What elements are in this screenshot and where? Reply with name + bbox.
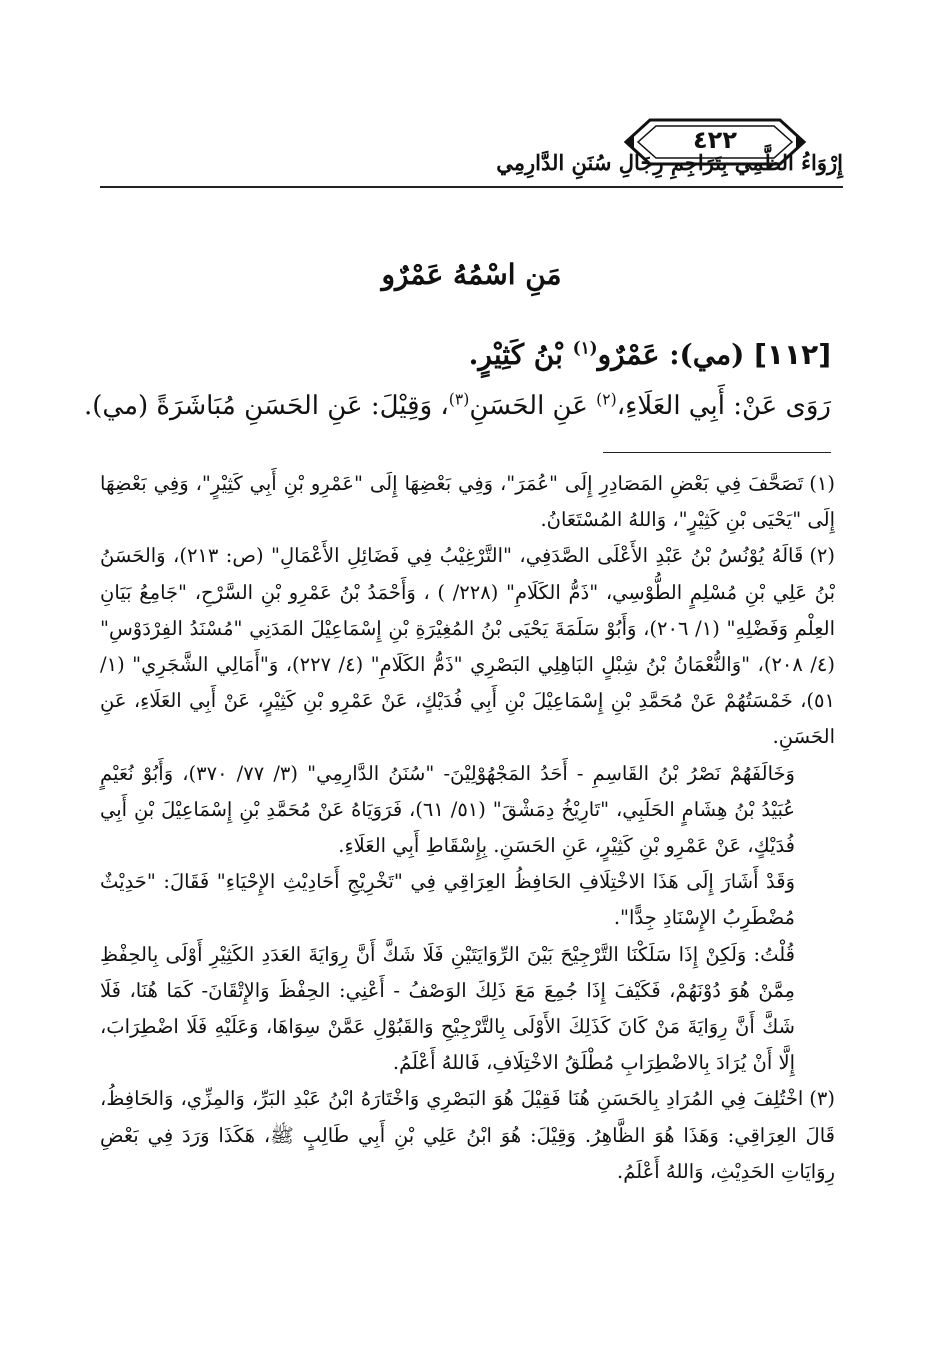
- footnote-3: [100, 1081, 835, 1190]
- entry-heading: [100, 330, 831, 380]
- entry-narration: [83, 380, 831, 432]
- footnotes: [100, 466, 835, 1190]
- footnote-2: [100, 538, 835, 755]
- entry-number: [١١٢]: [754, 338, 831, 371]
- narration-part2: عَنِ الحَسَنِ: [469, 391, 588, 421]
- page-number: ٤٢٢: [693, 126, 737, 154]
- footnote-2-para-3: وَقَدْ أَشَارَ إِلَى هَذَا الاخْتِلَافِ الحَافِظُ العِرَاقِي فِي "تَخْرِيْجِ أَحَادِيْثِ الإِحْيَاءِ" فَقَالَ: "حَدِيْثٌ مُضْطَرِبُ الإِسْنَادِ جِدًّا".: [100, 870, 795, 930]
- entry-name-part1: عَمْرٌو: [597, 338, 660, 371]
- header-divider: [100, 186, 843, 188]
- footnote-3-text: اخْتُلِفَ فِي المُرَادِ بِالحَسَنِ هُنَا فَقِيْلَ هُوَ البَصْرِي وَاخْتَارَهُ ابْنُ عَبْدِ البَرِّ، وَالمِزِّي، وَالحَافِظُ، قَالَ العِرَاقِي: وَهَذَا هُوَ الظَّاهِرُ. وَقِيْلَ: هُوَ ابْنُ عَلِي بْنِ أَبِي طَالِبٍ ﷺ، هَكَذَا وَرَدَ فِي بَعْضِ رِوَايَاتِ الحَدِيْثِ، وَاللهُ أَعْلَمُ.: [100, 1087, 835, 1183]
- entry-name-part2: بْنُ كَثِيْرٍ.: [468, 338, 563, 371]
- footnote-ref-1[interactable]: (١): [572, 337, 598, 358]
- footnote-1-number: (١): [809, 472, 835, 495]
- footnote-1-text: تَصَحَّفَ فِي بَعْضِ المَصَادِرِ إِلَى "عُمَرَ"، وَفِي بَعْضِهَا إِلَى "عَمْرِو بْنِ أَبِي كَثِيْرٍ"، وَفِي بَعْضِهَا إِلَى "يَحْيَى بْنِ كَثِيْرٍ"، وَاللهُ المُسْتَعَانُ.: [100, 472, 835, 532]
- footnote-2-para-4: قُلْتُ: وَلَكِنْ إِذَا سَلَكْنَا التَّرْجِيْحَ بَيْنَ الرِّوَايَتَيْنِ فَلَا شَكَّ أَنَّ رِوَايَةَ العَدَدِ الكَثِيْرِ أَوْلَى بِالحِفْظِ مِمَّنْ هُوَ دُوْنَهُمْ، فَكَيْفَ إِذَا جُمِعَ مَعَ ذَلِكَ الوَصْفُ - أَعْنِي: الحِفْظَ وَالإِتْقَانَ- كَمَا هُنَا، فَلَا شَكَّ أَنَّ رِوَايَةَ مَنْ كَانَ كَذَلِكَ الأَوْلَى بِالتَّرْجِيْحِ وَالقَبُوْلِ عَمَّنْ سِوَاهَا، وَعَلَيْهِ فَلَا اضْطِرَابَ، إِلَّا أَنْ يُرَادَ بِالاضْطِرَابِ مُطْلَقُ الاخْتِلَافِ، فَاللهُ أَعْلَمُ.: [100, 942, 795, 1075]
- footnote-separator: [603, 452, 831, 453]
- footnote-2-para-1: قَالَهُ يُوْنُسُ بْنُ عَبْدِ الأَعْلَى الصَّدَفِي، "التَّرْغِيْبُ فِي فَضَائِلِ الأَعْمَالِ" (ص: ٢١٣)، وَالحَسَنُ بْنُ عَلِي بْنِ مُسْلِمٍ الطُّوْسِي، "ذَمُّ الكَلَامِ" (٢٢٨/ ) ، وَأَحْمَدُ بْنُ عَمْرِو بْنِ السَّرْحِ، "جَامِعُ بَيَانِ العِلْمِ وَفَضْلِهِ" (١/ ٢٠٦)، وَأَبُوْ سَلَمَةَ يَحْيَى بْنُ المُغِيْرَةِ بْنِ إِسْمَاعِيْلَ المَدَنِي "مُسْنَدُ الفِرْدَوْسِ" (٤/ ٢٠٨)، "وَالنُّعْمَانُ بْنُ شِبْلٍ البَاهِلِي البَصْرِي "ذَمُّ الكَلَامِ" (٤/ ٢٢٧)، وَ"أَمَالِي الشَّجَرِي" (١/ ٥١)، خَمْسَتُهُمْ عَنْ مُحَمَّدِ بْنِ إِسْمَاعِيْلَ بْنِ أَبِي فُدَيْكٍ، عَنْ عَمْرِو بْنِ كَثِيْرٍ، عَنْ أَبِي العَلَاءِ، عَنِ الحَسَنِ.: [100, 544, 835, 749]
- footnote-2-para-2: وَخَالَفَهُمْ نَصْرُ بْنُ القَاسِمِ - أَحَدُ المَجْهُوْلِيْنَ- "سُنَنُ الدَّارِمِي" (٣/ ٧٧/ ٣٧٠)، وَأَبُوْ نُعَيْمٍ عُبَيْدُ بْنُ هِشَامٍ الحَلَبِي، "تَارِيْخُ دِمَشْقَ" (٥١/ ٦١)، فَرَوَيَاهُ عَنْ مُحَمَّدِ بْنِ إِسْمَاعِيْلَ بْنِ أَبِي فُدَيْكٍ، عَنْ عَمْرِو بْنِ كَثِيْرٍ، عَنِ الحَسَنِ. بِإِسْقَاطِ أَبِي العَلَاءِ.: [100, 761, 795, 858]
- footnote-3-number: (٣): [809, 1087, 835, 1111]
- biography-entry: [83, 330, 831, 432]
- narration-part1: رَوَى عَنْ: أَبِي العَلَاءِ،: [616, 391, 831, 421]
- narration-part3: ، وَقِيْلَ: عَنِ الحَسَنِ مُبَاشَرَةً (مي).: [83, 391, 449, 421]
- page-header: [100, 108, 843, 188]
- footnote-ref-2[interactable]: (٢): [596, 390, 617, 409]
- section-heading: مَنِ اسْمُهُ عَمْرٌو: [381, 258, 562, 291]
- footnote-ref-3[interactable]: (٣): [448, 390, 470, 409]
- entry-source-code: (مي):: [669, 338, 745, 371]
- footnote-2-number: (٢): [809, 544, 836, 568]
- book-title: إِرْوَاءُ الظَّمِي بِتَرَاجِمِ رِجَالِ سُنَنِ الدَّارِمِي: [496, 150, 843, 175]
- footnote-1: [100, 466, 835, 538]
